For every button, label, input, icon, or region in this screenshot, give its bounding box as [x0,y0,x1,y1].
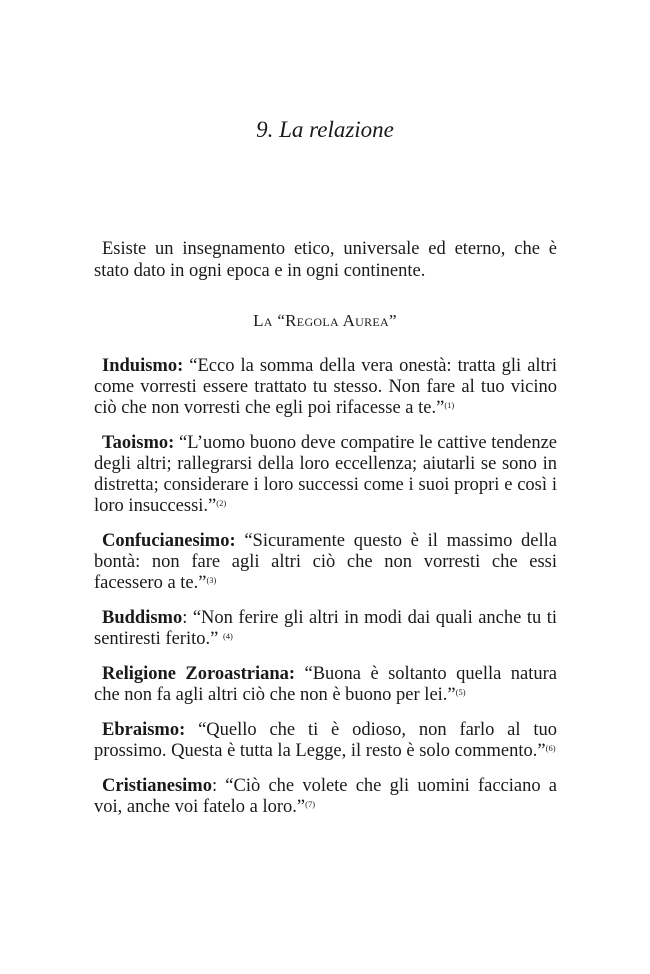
entry-confucianesimo [94,531,557,594]
footnote-ref: (4) [222,631,233,641]
entry-name: Religione Zoroastriana: [102,664,296,684]
entry-name: Taoismo: [102,433,175,453]
entry-induismo [94,356,557,419]
footnote-ref: (3) [206,575,217,585]
religion-entries [94,356,557,818]
entry-buddismo [94,608,557,650]
entry-quote: “Buona è soltanto quella natura che non fa agli altri ciò che non è buono per lei.” [94,664,557,705]
entry-quote: “L’uomo buono deve compatire le cattive tendenze degli altri; rallegrarsi della loro eccellenza; aiutarli se sono in distretta; considerare i loro successi come i suoi propri e così i loro insuccessi.” [94,433,557,516]
entry-separator: : [211,776,218,796]
footnote-ref: (5) [455,687,466,697]
entry-separator: : [182,608,188,628]
footnote-ref: (7) [305,799,316,809]
footnote-ref: (1) [444,400,455,410]
entry-quote: “Non ferire gli altri in modi dai quali anche tu ti sentiresti ferito.” [94,608,557,649]
entry-quote: “Ciò che volete che gli uomini facciano a voi, anche voi fatelo a loro.” [94,776,557,817]
entry-quote: “Ecco la somma della vera onestà: tratta gli altri come vorresti essere trattato tu stesso. Non fare al tuo vicino ciò che non vorresti che egli poi rifacesse a te.” [94,356,557,418]
footnote-ref: (2) [216,498,227,508]
section-heading: La “Regola Aurea” [253,311,397,330]
entry-religione-zoroastriana [94,664,557,706]
chapter-title: 9. La relazione [256,117,394,142]
entry-quote: “Sicuramente questo è il massimo della bontà: non fare agli altri ciò che non vorresti che essi facessero a te.” [94,531,557,593]
intro-paragraph: Esiste un insegnamento etico, universale ed eterno, che è stato dato in ogni epoca e in ogni continente. [94,239,557,281]
entry-ebraismo [94,720,557,762]
entry-quote: “Quello che ti è odioso, non farlo al tuo prossimo. Questa è tutta la Legge, il resto è solo commento.” [94,720,557,761]
entry-taoismo [94,433,557,517]
entry-cristianesimo [94,776,557,818]
entry-name: Induismo: [102,356,184,376]
entry-name: Cristianesimo [102,776,212,796]
footnote-ref: (6) [545,743,556,753]
entry-name: Buddismo [102,608,183,628]
entry-name: Ebraismo: [102,720,186,740]
entry-name: Confucianesimo: [102,531,236,551]
